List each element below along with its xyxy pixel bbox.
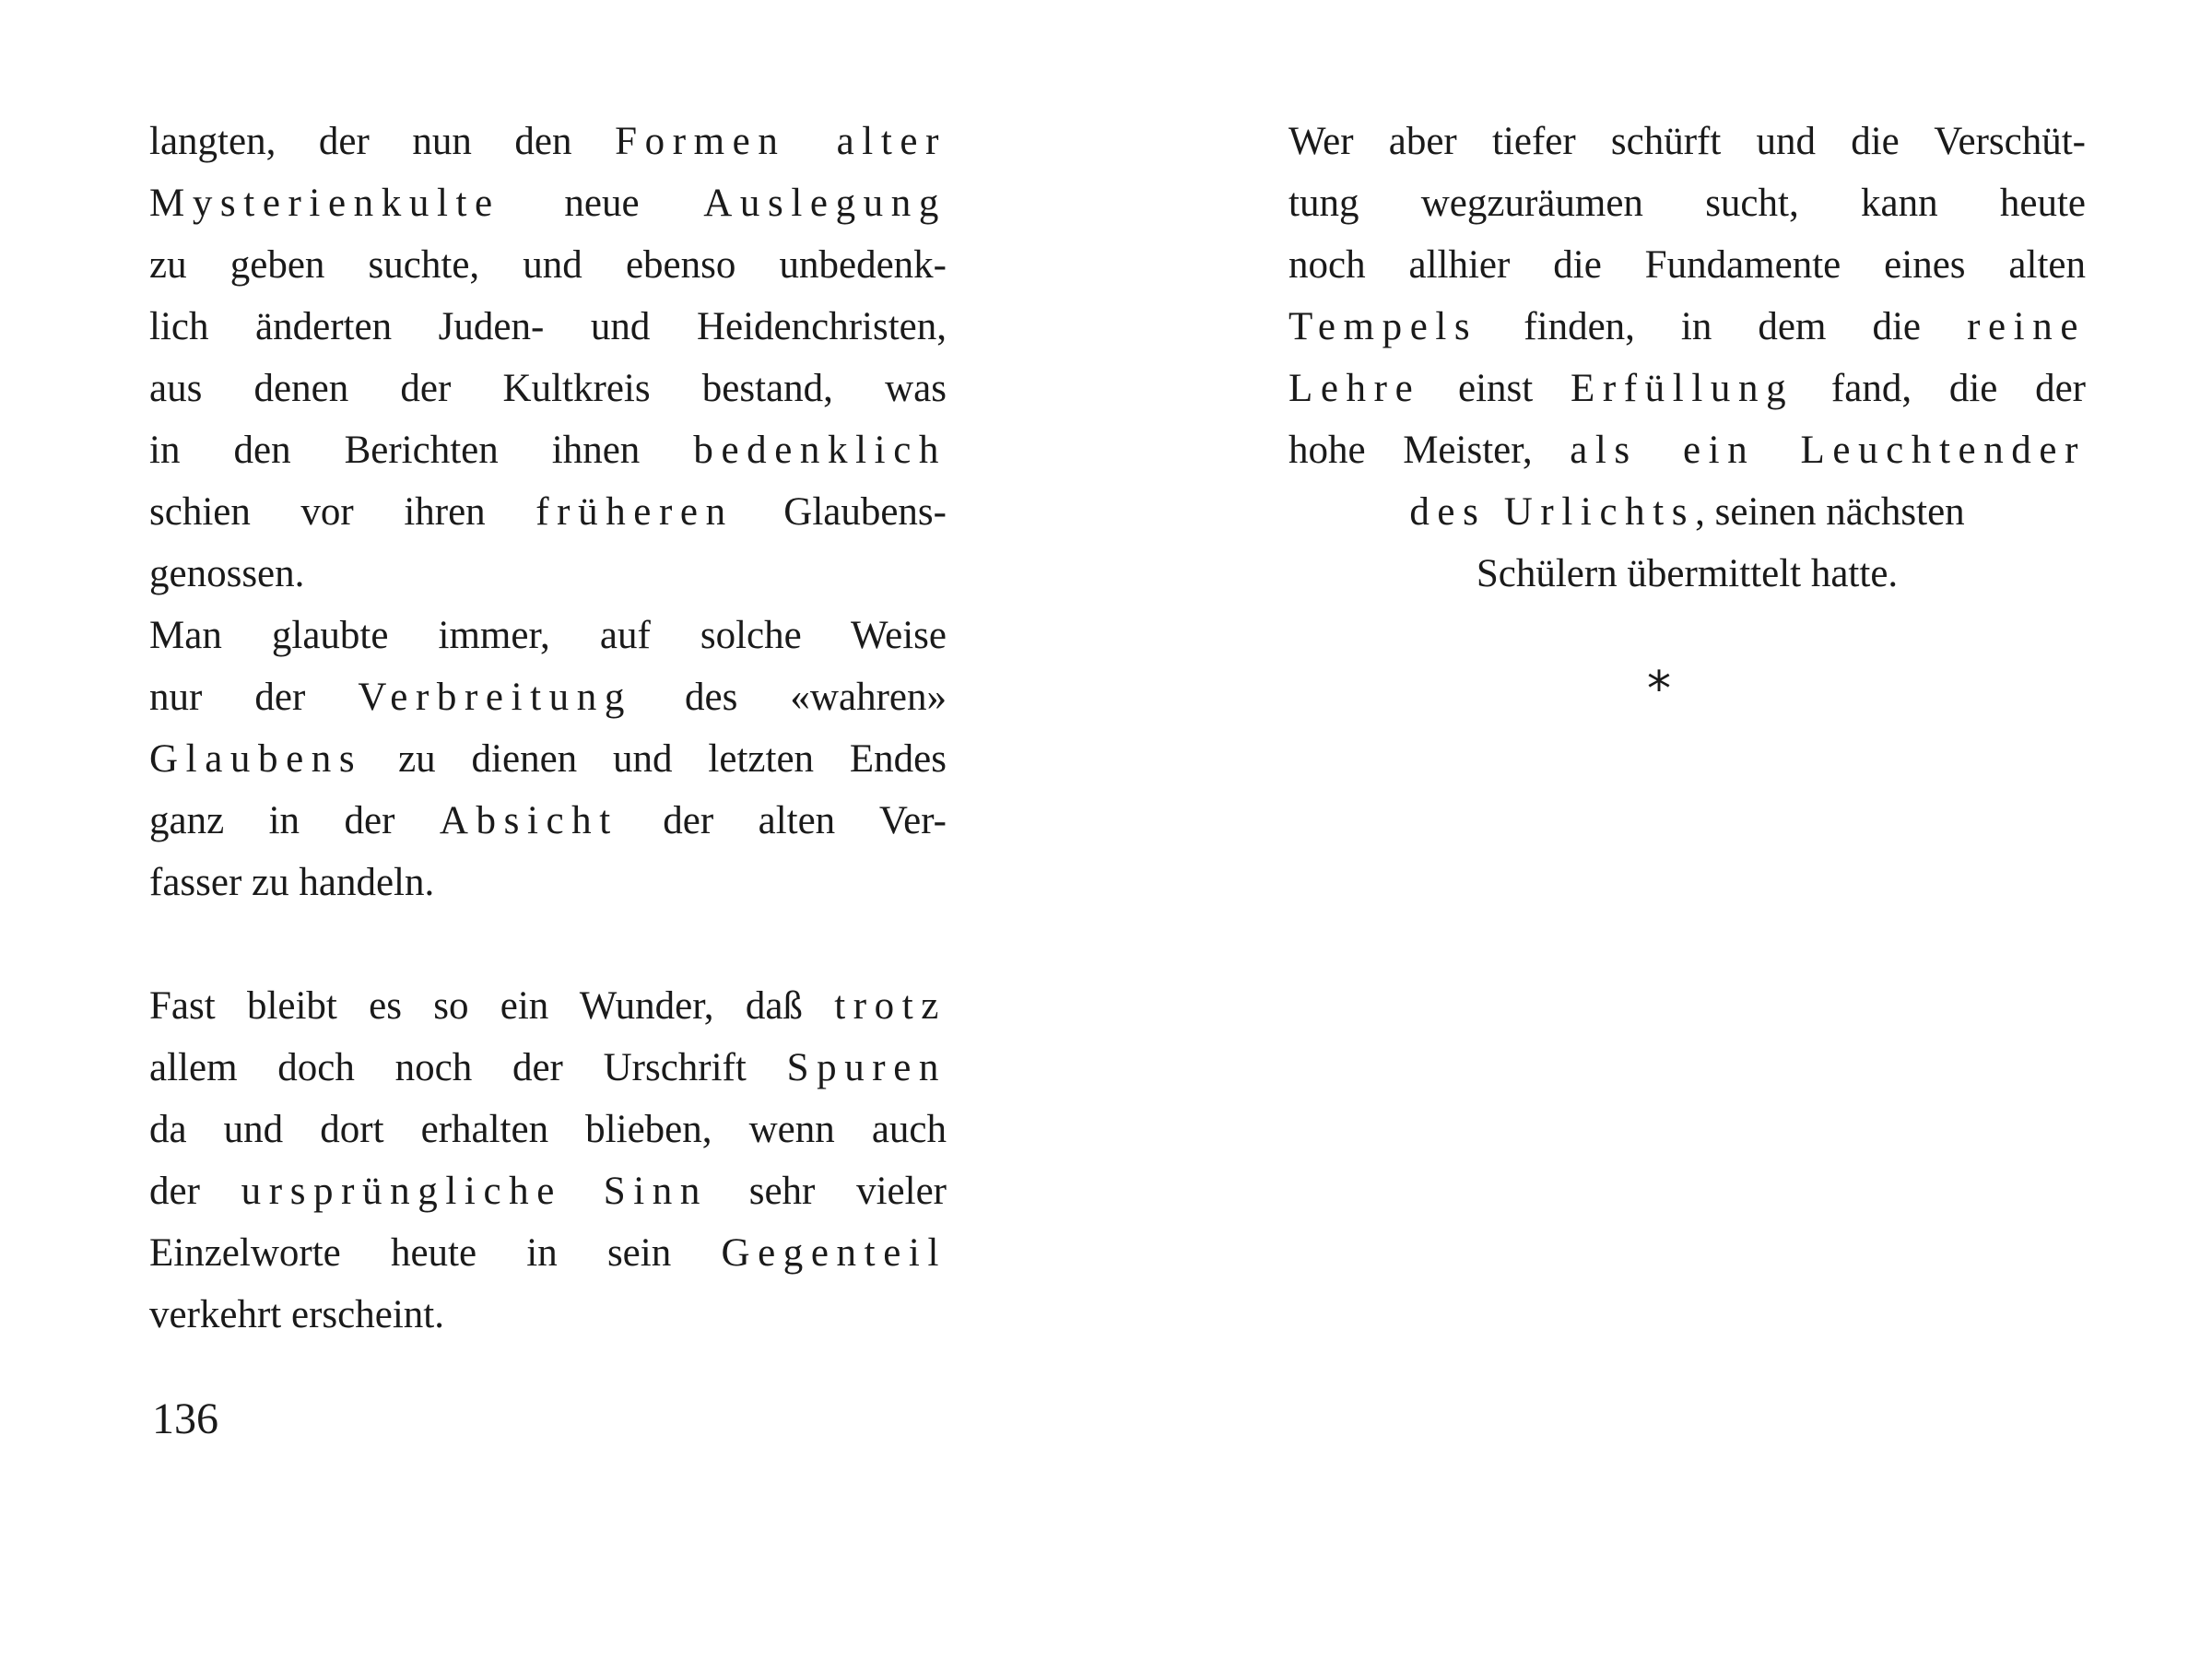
text-segment: aus denen der Kultkreis bestand, was	[149, 367, 947, 410]
right-centered-lines	[1288, 481, 2086, 605]
spaced-emphasis: Absicht	[439, 799, 618, 842]
spaced-emphasis: früheren	[535, 490, 734, 534]
spaced-emphasis: Gegenteil	[721, 1231, 947, 1275]
text-segment: des «wahren»	[631, 676, 947, 719]
text-line	[1288, 296, 2086, 358]
text-segment: tung wegzuräumen sucht, kann heute	[1288, 182, 2086, 225]
text-line	[149, 296, 947, 358]
spaced-emphasis: bedenklich	[693, 429, 947, 472]
text-segment: neue	[500, 182, 704, 225]
spaced-emphasis: Tempels	[1288, 305, 1478, 348]
text-segment: verkehrt erscheint.	[149, 1293, 444, 1336]
spaced-emphasis: Formen alter	[615, 120, 947, 163]
spaced-emphasis: Lehre	[1288, 367, 1421, 410]
text-line	[149, 852, 947, 913]
text-line	[1288, 481, 2086, 543]
text-line	[149, 543, 947, 605]
text-line	[1288, 419, 2086, 481]
text-segment: schien vor ihren	[149, 490, 536, 534]
text-segment: Einzelworte heute in sein	[149, 1231, 722, 1275]
spaced-emphasis: ursprüngliche	[241, 1170, 562, 1213]
text-segment: Wer aber tiefer schürft und die Verschüt-	[1288, 120, 2086, 163]
left-paragraph-3	[149, 975, 947, 1346]
text-line	[149, 666, 947, 728]
paragraph-gap	[149, 913, 947, 975]
text-segment: zu geben suchte, und ebenso unbedenk-	[149, 243, 947, 287]
spaced-emphasis: trotz	[834, 984, 947, 1028]
left-page-text	[149, 111, 947, 1346]
text-segment: genossen.	[149, 552, 305, 595]
spaced-emphasis: Mysterienkulte	[149, 182, 500, 225]
text-line	[149, 172, 947, 234]
text-line	[149, 1222, 947, 1284]
text-segment: Schülern übermittelt hatte.	[1476, 552, 1899, 595]
spaced-emphasis: als ein Leuchtender	[1570, 429, 2087, 472]
text-line	[1288, 111, 2086, 172]
spaced-emphasis: des Urlichts	[1409, 490, 1696, 534]
text-segment: der	[149, 1170, 241, 1213]
text-segment: fasser zu handeln.	[149, 861, 435, 904]
text-segment: fand, die der	[1794, 367, 2086, 410]
text-segment: da und dort erhalten blieben, wenn auch	[149, 1108, 947, 1151]
spaced-emphasis: Spuren	[786, 1046, 947, 1089]
text-segment: noch allhier die Fundamente eines alten	[1288, 243, 2086, 287]
text-segment: allem doch noch der Urschrift	[149, 1046, 787, 1089]
text-line	[149, 975, 947, 1037]
text-line	[1288, 358, 2086, 419]
text-segment: der alten Ver-	[618, 799, 947, 842]
text-line	[149, 234, 947, 296]
text-line	[149, 1037, 947, 1099]
left-paragraph-2	[149, 605, 947, 913]
right-page	[1106, 0, 2212, 1659]
text-line	[149, 419, 947, 481]
spaced-emphasis: Verbreitung	[358, 676, 632, 719]
text-segment: finden, in dem die	[1477, 305, 1968, 348]
text-segment: langten, der nun den	[149, 120, 616, 163]
spaced-emphasis: reine	[1967, 305, 2086, 348]
right-page-text	[1288, 111, 2086, 605]
text-segment: Glaubens-	[733, 490, 947, 534]
text-line	[149, 1160, 947, 1222]
text-segment: nur der	[149, 676, 359, 719]
page-number: 136	[152, 1394, 218, 1443]
right-paragraph-1	[1288, 111, 2086, 481]
text-segment: sehr vieler	[707, 1170, 947, 1213]
text-line	[149, 111, 947, 172]
text-segment	[562, 1170, 604, 1213]
text-segment: in den Berichten ihnen	[149, 429, 694, 472]
text-line	[149, 1099, 947, 1160]
spaced-emphasis: Auslegung	[703, 182, 947, 225]
spaced-emphasis: Erfüllung	[1570, 367, 1794, 410]
text-segment: zu dienen und letzten Endes	[362, 737, 947, 781]
section-mark-asterisk: *	[1647, 662, 1671, 717]
text-line	[149, 1284, 947, 1346]
text-segment: lich änderten Juden- und Heidenchristen,	[149, 305, 947, 348]
text-segment: ganz in der	[149, 799, 440, 842]
text-line	[149, 605, 947, 666]
text-line	[1288, 172, 2086, 234]
text-segment: Man glaubte immer, auf solche Weise	[149, 614, 947, 657]
text-segment: Fast bleibt es so ein Wunder, daß	[149, 984, 835, 1028]
text-segment: einst	[1420, 367, 1571, 410]
text-line	[149, 481, 947, 543]
text-line	[1288, 234, 2086, 296]
text-line	[149, 358, 947, 419]
text-segment: hohe Meister,	[1288, 429, 1571, 472]
spaced-emphasis: Sinn	[603, 1170, 708, 1213]
text-line	[149, 790, 947, 852]
text-line	[149, 728, 947, 790]
left-paragraph-1	[149, 111, 947, 605]
text-line	[1288, 543, 2086, 605]
text-segment: , seinen nächsten	[1695, 490, 1965, 534]
spaced-emphasis: Glaubens	[149, 737, 363, 781]
